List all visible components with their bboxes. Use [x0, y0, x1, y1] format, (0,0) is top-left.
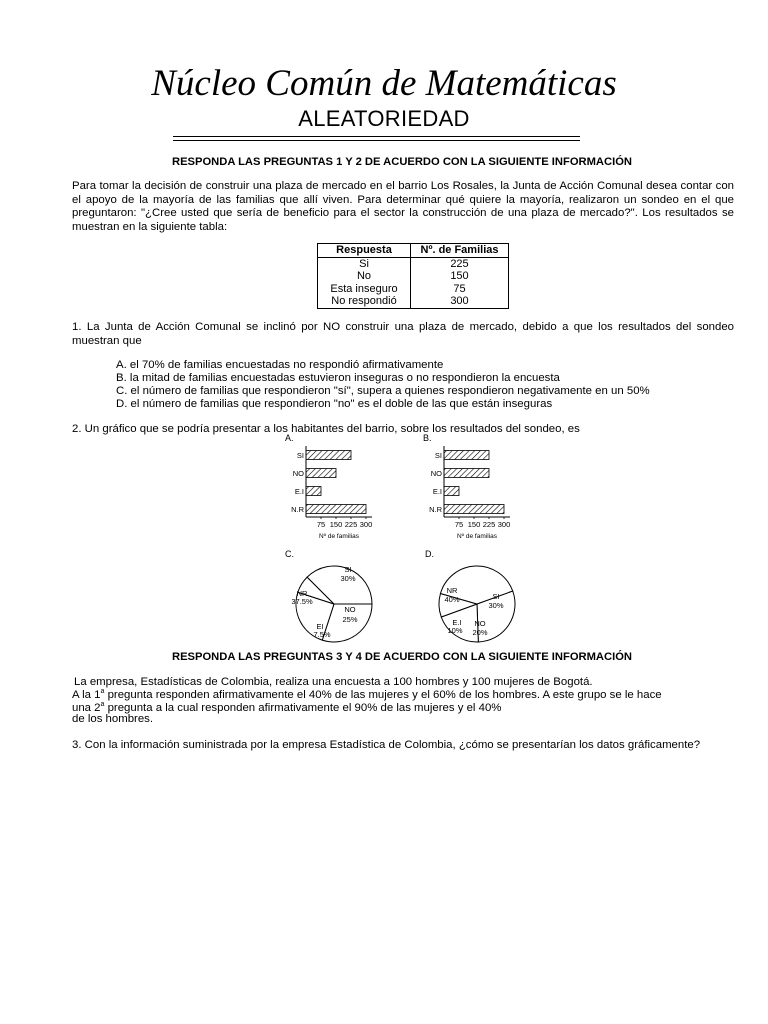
question3-text: 3. Con la información suministrada por la empresa Estadística de Colombia, ¿cómo se presentarían los datos gráficamente?	[72, 739, 701, 751]
line3-part-a: una 2	[72, 702, 101, 714]
line2-part-b: pregunta responden afirmativamente el 40% de las mujeres y el 60% de los hombres. A este grupo se le hace	[104, 689, 662, 701]
title-rule-top	[173, 136, 580, 137]
pie-slice-name: SI	[492, 592, 500, 601]
option-b: B. la mitad de familias encuestadas estuvieron inseguras o no respondieron la encuesta	[116, 372, 560, 384]
bar-category-label: SI	[434, 451, 442, 460]
line2-part-a: A la 1	[72, 689, 101, 701]
bar-x-tick-label: 225	[482, 520, 496, 529]
table-row	[318, 295, 509, 308]
line2-ordinal: a	[100, 688, 105, 696]
page-title: Núcleo Común de Matemáticas	[151, 63, 617, 104]
bar-x-tick-label: 75	[316, 520, 326, 529]
line3-part-b: pregunta a la cual responden afirmativamente el 90% de las mujeres y el 40%	[104, 702, 502, 714]
results-table	[317, 243, 509, 309]
pie-slice-name: EI	[316, 622, 324, 631]
table-cell: Si	[318, 257, 411, 270]
section1-heading: RESPONDA LAS PREGUNTAS 1 Y 2 DE ACUERDO CON LA SIGUIENTE INFORMACIÓN	[172, 156, 632, 168]
question1-options	[116, 359, 650, 411]
table-cell: 300	[411, 295, 509, 308]
pie-slice-label: 7.5%	[313, 630, 331, 639]
bar	[306, 505, 366, 514]
bar	[444, 469, 489, 478]
pie-slice-label: 40%	[444, 595, 460, 604]
bar-category-label: NO	[292, 469, 304, 478]
table-row	[318, 270, 509, 283]
pie-slice-name: NR	[446, 586, 458, 595]
bar-chart-panel-label: B.	[423, 433, 432, 443]
table-row	[318, 283, 509, 296]
bar	[306, 469, 336, 478]
table-cell: 225	[411, 257, 509, 270]
question1-text: 1. La Junta de Acción Comunal se inclinó por NO construir una plaza de mercado, debido a que los resultados del sondeo muestran que	[72, 321, 734, 347]
pie-slice-label: 37.5%	[291, 597, 313, 606]
pie-slice-label: 10%	[447, 626, 463, 635]
bar-category-label: NO	[430, 469, 442, 478]
bar	[444, 487, 459, 496]
option-a: A. el 70% de familias encuestadas no respondió afirmativamente	[116, 359, 444, 371]
bar-category-label: E.I	[432, 487, 442, 496]
pie-slice-name: E.I	[452, 618, 462, 627]
bar	[444, 451, 489, 460]
section2-heading: RESPONDA LAS PREGUNTAS 3 Y 4 DE ACUERDO CON LA SIGUIENTE INFORMACIÓN	[172, 651, 632, 663]
pie-slice-name: NO	[344, 605, 356, 614]
bar-category-label: SI	[296, 451, 304, 460]
bar-category-label: N.R	[291, 505, 304, 514]
option-d: D. el número de familias que respondieron "no" es el doble de las que están inseguras	[116, 398, 553, 410]
pie-slice-label: 30%	[488, 601, 504, 610]
bar-x-tick-label: 225	[344, 520, 358, 529]
bar-x-axis-label: Nº de familias	[457, 533, 497, 540]
pie-slice-label: 25%	[342, 615, 358, 624]
question2-text: 2. Un gráfico que se podría presentar a los habitantes del barrio, sobre los resultados del sondeo, es	[72, 423, 580, 435]
table-cell: No respondió	[318, 295, 411, 308]
section1-intro: Para tomar la decisión de construir una plaza de mercado en el barrio Los Rosales, la Junta de Acción Comunal desea contar con el apoyo de la mayoría de las familias que allí viven. Para determinar qué quiere la mayoría, realizaron un sondeo en el que preguntaron: "¿Cree usted que sería de beneficio para el sector la construcción de una plaza de mercado?". Los resultados se muestran en la siguiente tabla:	[72, 180, 734, 233]
option-c: C. el número de familias que respondieron "sí", supera a quienes respondieron negativamente en un 50%	[116, 385, 650, 397]
table-cell: Esta inseguro	[318, 283, 411, 296]
bar	[306, 487, 321, 496]
bar	[444, 505, 504, 514]
answer-charts-figure	[280, 430, 540, 650]
line3-ordinal: a	[100, 701, 105, 709]
table-header-row	[318, 244, 509, 258]
bar-x-tick-label: 75	[454, 520, 464, 529]
table-cell: 75	[411, 283, 509, 296]
section2-line2	[72, 689, 662, 703]
bar-x-tick-label: 300	[497, 520, 511, 529]
pie-chart-panel-label: C.	[285, 549, 294, 559]
bar-x-tick-label: 300	[359, 520, 373, 529]
pie-slice-label: 30%	[340, 574, 356, 583]
section2-line4: de los hombres.	[72, 713, 154, 725]
table-row	[318, 257, 509, 270]
table-cell: 150	[411, 270, 509, 283]
bar-x-tick-label: 150	[329, 520, 343, 529]
pie-slice-label: 20%	[472, 628, 488, 637]
bar-category-label: N.R	[429, 505, 442, 514]
table-header-cell: Respuesta	[318, 244, 411, 258]
pie-chart-panel-label: D.	[425, 549, 434, 559]
pie-slice-name: NR	[296, 589, 308, 598]
bar-x-axis-label: Nº de familias	[319, 533, 359, 540]
bar-chart-panel-label: A.	[285, 433, 294, 443]
table-cell: No	[318, 270, 411, 283]
pie-slice-name: NO	[474, 619, 486, 628]
title-rule-bottom	[173, 140, 580, 141]
page-subtitle: ALEATORIEDAD	[298, 106, 470, 131]
bar	[306, 451, 351, 460]
table-header-cell: Nº. de Familias	[411, 244, 509, 258]
section2-line1: La empresa, Estadísticas de Colombia, realiza una encuesta a 100 hombres y 100 mujeres de Bogotá.	[74, 676, 593, 688]
pie-slice-name: SI	[344, 565, 352, 574]
bar-category-label: E.I	[294, 487, 304, 496]
bar-x-tick-label: 150	[467, 520, 481, 529]
